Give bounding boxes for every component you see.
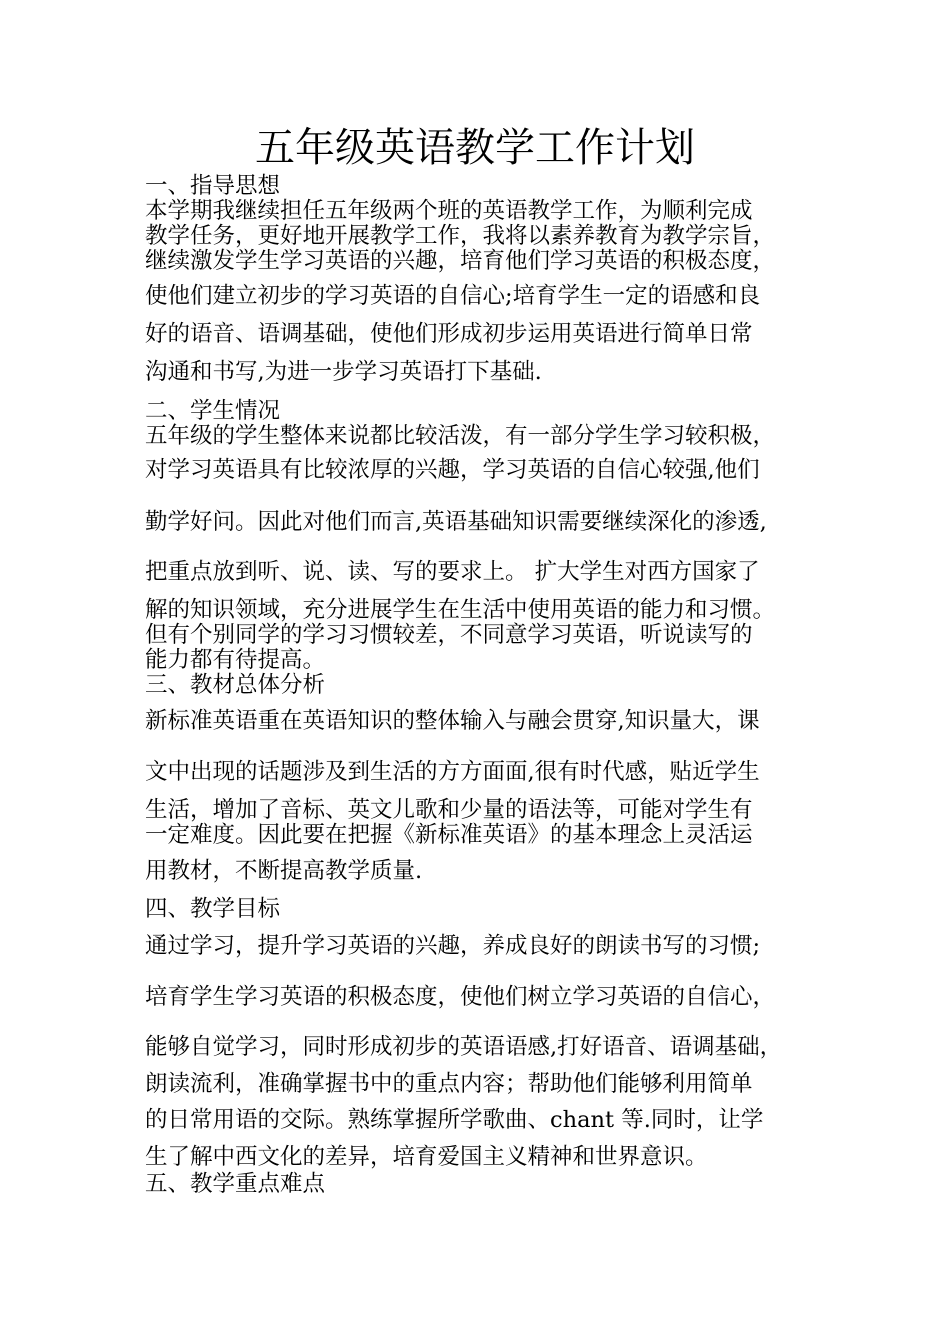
section-heading-guiding-ideology: 一、指导思想 — [145, 173, 281, 199]
paragraph-line: 勤学好问。因此对他们而言,英语基础知识需要继续深化的渗透, — [145, 509, 767, 535]
section-heading-student-situation: 二、学生情况 — [145, 398, 281, 424]
paragraph-line: 能够自觉学习，同时形成初步的英语语感,打好语音、语调基础， — [145, 1034, 783, 1060]
paragraph-line: 文中出现的话题涉及到生活的方方面面,很有时代感，贴近学生 — [145, 759, 760, 785]
paragraph-line: 教学任务，更好地开展教学工作，我将以素养教育为教学宗旨， — [145, 223, 776, 249]
section-heading-key-points: 五、教学重点难点 — [145, 1171, 326, 1197]
paragraph-line: 生了解中西文化的差异，培育爱国主义精神和世界意识。 — [145, 1144, 708, 1170]
paragraph-line: 的日常用语的交际。熟练掌握所学歌曲、chant 等.同时，让学 — [145, 1107, 764, 1133]
paragraph-line: 用教材，不断提高教学质量. — [145, 858, 423, 884]
paragraph-line: 解的知识领域，充分进展学生在生活中使用英语的能力和习惯。 — [145, 597, 776, 623]
paragraph-line: 一定难度。因此要在把握《新标准英语》的基本理念上灵活运 — [145, 822, 753, 848]
section-heading-textbook-analysis: 三、教材总体分析 — [145, 672, 326, 698]
paragraph-line: 使他们建立初步的学习英语的自信心;培育学生一定的语感和良 — [145, 283, 761, 309]
paragraph-line: 继续激发学生学习英语的兴趣，培育他们学习英语的积极态度， — [145, 248, 776, 274]
paragraph-line: 生活，增加了音标、英文儿歌和少量的语法等，可能对学生有 — [145, 797, 753, 823]
paragraph-line: 但有个别同学的学习习惯较差，不同意学习英语，听说读写的 — [145, 622, 753, 648]
paragraph-line: 朗读流利，准确掌握书中的重点内容；帮助他们能够利用简单 — [145, 1071, 753, 1097]
paragraph-line: 对学习英语具有比较浓厚的兴趣，学习英语的自信心较强,他们 — [145, 457, 760, 483]
paragraph-line: 培育学生学习英语的积极态度，使他们树立学习英语的自信心， — [145, 984, 776, 1010]
paragraph-line: 五年级的学生整体来说都比较活泼，有一部分学生学习较积极， — [145, 423, 776, 449]
paragraph-line: 新标准英语重在英语知识的整体输入与融会贯穿,知识量大，课 — [145, 708, 760, 734]
paragraph-line: 沟通和书写,为进一步学习英语打下基础. — [145, 359, 542, 385]
paragraph-line: 通过学习，提升学习英语的兴趣，养成良好的朗读书写的习惯; — [145, 933, 761, 959]
section-heading-teaching-goals: 四、教学目标 — [145, 896, 281, 922]
paragraph-line: 好的语音、语调基础，使他们形成初步运用英语进行简单日常 — [145, 321, 753, 347]
paragraph-line: 本学期我继续担任五年级两个班的英语教学工作，为顺利完成 — [145, 198, 753, 224]
page-title: 五年级英语教学工作计划 — [255, 125, 695, 171]
paragraph-line: 能力都有待提高。 — [145, 647, 326, 673]
paragraph-line: 把重点放到听、说、读、写的要求上。 扩大学生对西方国家了 — [145, 559, 760, 585]
